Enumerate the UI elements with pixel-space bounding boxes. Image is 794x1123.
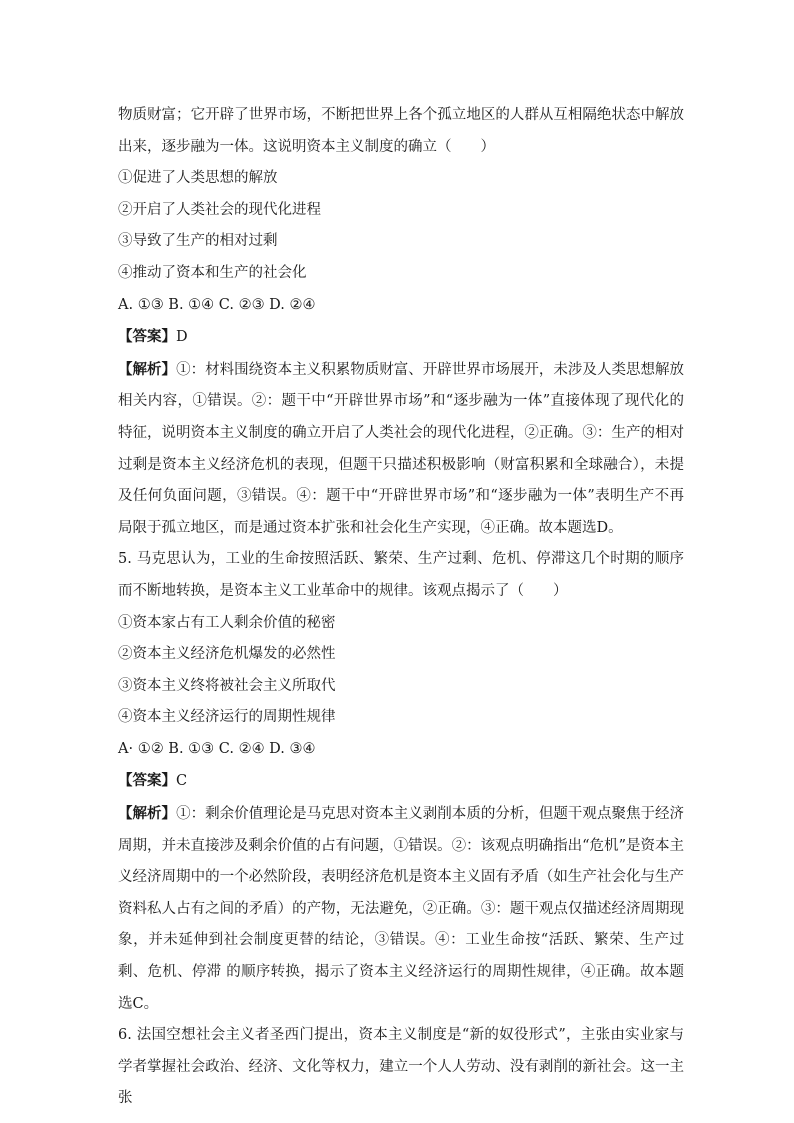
line-text: ①促进了人类思想的解放 [118, 170, 278, 187]
line-text: C [176, 773, 188, 790]
doc-line-q4-opt-1 [118, 163, 684, 195]
doc-line-q6-stem [118, 1020, 684, 1115]
line-text: 6. 法国空想社会主义者圣西门提出，资本主义制度是“新的奴役形式”，主张由实业家与学者掌握社会政治、经济、文化等权力，建立一个人人劳动、没有剥削的新社会。这一主张 [118, 1027, 684, 1107]
section-label: 【答案】 [118, 328, 176, 346]
line-text: ①资本家占有工人剩余价值的秘密 [118, 614, 336, 631]
doc-line-q5-answer [118, 765, 684, 798]
doc-line-q4-stem-cont [118, 100, 684, 163]
doc-line-q5-opt-4 [118, 702, 684, 734]
line-text: D [176, 329, 188, 346]
doc-line-q5-stem [118, 544, 684, 607]
doc-line-q4-opt-2 [118, 195, 684, 227]
doc-line-q5-opt-1 [118, 608, 684, 640]
line-text: ③导致了生产的相对过剩 [118, 233, 278, 250]
document-page [118, 100, 684, 1115]
doc-line-q5-opt-3 [118, 671, 684, 703]
line-text: ④资本主义经济运行的周期性规律 [118, 709, 336, 726]
line-text: ①：剩余价值理论是马克思对资本主义剥削本质的分析，但题干观点聚焦于经济周期，并未直接涉及剩余价值的占有问题，①错误。②：该观点明确指出“危机”是资本主义经济周期中的一个必然阶段，表明经济危机是资本主义固有矛盾（如生产社会化与生产资料私人占有之间的矛盾）的产物，无法避免，②正确。③：题干观点仅描述经济周期现象，并未延伸到社会制度更替的结论，③错误。④：工业生命按“活跃、繁荣、生产过剩、危机、停滞 的顺序转换，揭示了资本主义经济运行的周期性规律，④正确。故本题选C。 [118, 806, 685, 1012]
line-text: ③资本主义终将被社会主义所取代 [118, 677, 336, 694]
line-text: ①：材料围绕资本主义积累物质财富、开辟世界市场展开，未涉及人类思想解放相关内容，①错误。②：题干中“开辟世界市场”和“逐步融为一体”直接体现了现代化的特征，说明资本主义制度的确立开启了人类社会的现代化进程，②正确。③：生产的相对过剩是资本主义经济危机的表现，但题干只描述积极影响（财富积累和全球融合），未提及任何负面问题，③错误。④：题干中“开辟世界市场”和“逐步融为一体”表明生产不再局限于孤立地区，而是通过资本扩张和社会化生产实现，④正确。故本题选D。 [118, 361, 685, 536]
line-text: 物质财富；它开辟了世界市场，不断把世界上各个孤立地区的人群从互相隔绝状态中解放出来，逐步融为一体。这说明资本主义制度的确立（ ） [118, 107, 684, 155]
doc-line-q5-choices [118, 734, 684, 766]
section-label: 【解析】 [118, 360, 177, 378]
line-text: ②开启了人类社会的现代化进程 [118, 201, 321, 218]
doc-line-q4-analysis [118, 354, 684, 545]
line-text: A. ①③ B. ①④ C. ②③ D. ②④ [118, 296, 316, 313]
section-label: 【解析】 [118, 805, 177, 823]
doc-line-q4-choices [118, 290, 684, 322]
line-text: ④推动了资本和生产的社会化 [118, 264, 307, 281]
doc-line-q4-opt-4 [118, 258, 684, 290]
line-text: ②资本主义经济危机爆发的必然性 [118, 646, 336, 663]
doc-line-q5-analysis [118, 798, 684, 1020]
line-text: A· ①② B. ①③ C. ②④ D. ③④ [118, 740, 316, 757]
doc-line-q5-opt-2 [118, 639, 684, 671]
doc-line-q4-answer [118, 321, 684, 354]
line-text: 5. 马克思认为，工业的生命按照活跃、繁荣、生产过剩、危机、停滞这几个时期的顺序而不断地转换，是资本主义工业革命中的规律。该观点揭示了（ ） [118, 551, 684, 599]
section-label: 【答案】 [118, 772, 176, 790]
doc-line-q4-opt-3 [118, 226, 684, 258]
